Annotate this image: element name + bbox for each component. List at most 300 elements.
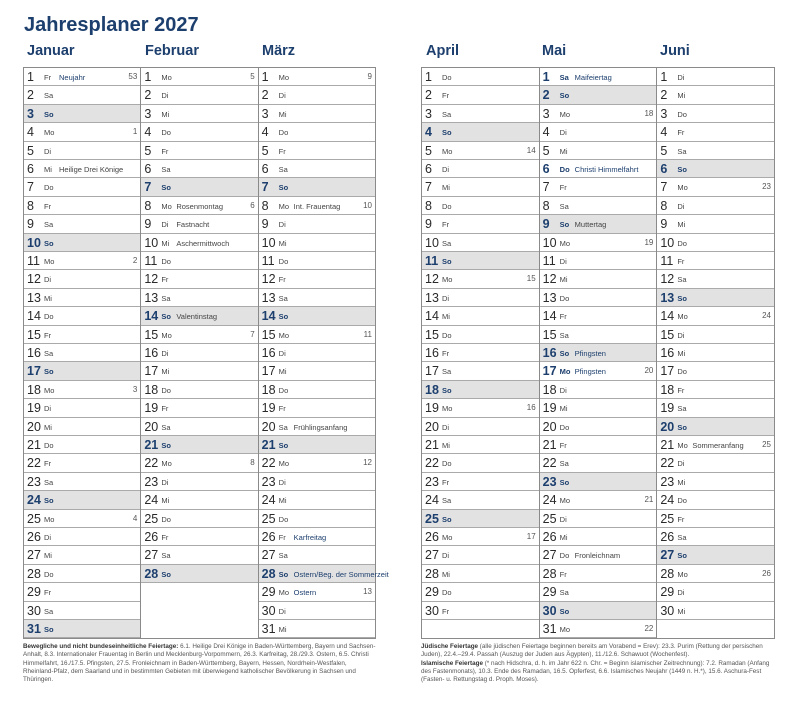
- day-cell: [540, 344, 657, 362]
- day-number: 26: [27, 530, 41, 544]
- day-number: 29: [542, 585, 557, 600]
- day-number: 18: [261, 382, 276, 397]
- weekday-label: Sa: [677, 146, 687, 156]
- weekday-label: Di: [278, 220, 286, 230]
- day-number: 24: [542, 493, 557, 508]
- day-cell: [540, 491, 657, 509]
- day-number: 28: [144, 566, 159, 581]
- day-cell: [657, 160, 774, 178]
- day-cell: [657, 381, 774, 399]
- weekday-label: Sa: [559, 588, 569, 598]
- weekday-label: So: [677, 293, 687, 303]
- day-number: 13: [425, 290, 439, 305]
- weekday-label: So: [559, 606, 570, 616]
- day-note: Muttertag: [574, 220, 607, 230]
- weekday-label: Fr: [677, 514, 685, 524]
- day-number: 26: [660, 530, 675, 544]
- calendar-grid-q2: [421, 67, 775, 639]
- day-number: 18: [660, 382, 675, 397]
- day-number: 18: [144, 382, 159, 397]
- day-number: 5: [261, 143, 269, 158]
- day-number: 15: [542, 327, 557, 342]
- weekday-label: Fr: [559, 441, 567, 450]
- day-number: 14: [27, 309, 41, 324]
- weekday-label: Fr: [161, 404, 169, 414]
- weekday-label: Sa: [44, 91, 54, 101]
- day-cell: [657, 362, 774, 380]
- day-number: 2: [261, 88, 269, 103]
- weekday-label: Mo: [559, 625, 571, 634]
- day-number: 7: [144, 180, 152, 195]
- weekday-label: Fr: [677, 385, 685, 395]
- weekday-label: Di: [278, 349, 286, 358]
- day-cell: [422, 178, 539, 196]
- weekday-label: Sa: [442, 109, 452, 119]
- day-number: 28: [27, 566, 41, 581]
- weekday-label: Mi: [677, 91, 686, 101]
- day-cell: [422, 252, 539, 270]
- weekday-label: Mi: [278, 367, 287, 377]
- day-note: Ostern: [293, 588, 317, 598]
- weekday-label: Mo: [161, 73, 172, 82]
- day-cell: [259, 123, 375, 141]
- day-cell: [24, 381, 140, 399]
- day-cell: [24, 234, 140, 252]
- day-cell: [141, 197, 257, 215]
- weekday-label: Mo: [442, 146, 453, 156]
- weekday-label: Sa: [442, 496, 452, 506]
- day-number: 4: [144, 125, 152, 140]
- day-cell: [657, 142, 774, 160]
- day-number: 23: [542, 474, 557, 489]
- weekday-label: Mi: [278, 625, 287, 634]
- day-cell: [540, 105, 657, 123]
- day-number: 23: [425, 474, 439, 489]
- weekday-label: Do: [278, 385, 289, 395]
- day-number: 17: [144, 364, 159, 379]
- day-number: 3: [144, 106, 152, 121]
- day-number: 6: [261, 162, 269, 176]
- week-number: 18: [644, 108, 654, 118]
- day-cell: [422, 546, 539, 564]
- day-number: 8: [660, 198, 668, 213]
- day-number: 3: [27, 106, 34, 121]
- day-cell: [24, 565, 140, 583]
- day-number: 18: [27, 382, 41, 397]
- day-number: 15: [660, 327, 675, 342]
- day-cell: [540, 602, 657, 620]
- weekday-label: Sa: [44, 606, 54, 616]
- weekday-label: Di: [44, 146, 52, 156]
- day-cell: [24, 142, 140, 160]
- weekday-label: Di: [442, 422, 450, 432]
- week-number: 11: [363, 329, 372, 339]
- day-cell: [540, 620, 657, 638]
- day-number: 17: [261, 364, 276, 379]
- day-number: 27: [542, 548, 557, 563]
- day-cell: [141, 362, 257, 380]
- weekday-label: Mo: [559, 496, 571, 506]
- day-cell: [259, 252, 375, 270]
- day-cell: [657, 344, 774, 362]
- day-number: 29: [27, 585, 41, 600]
- month-name-februar: Februar: [145, 43, 199, 59]
- day-cell: [259, 546, 375, 564]
- day-number: 26: [144, 530, 159, 544]
- day-cell: [540, 270, 657, 288]
- weekday-label: Do: [442, 459, 452, 469]
- day-number: 5: [660, 143, 668, 158]
- weekday-label: Mo: [559, 109, 571, 119]
- weekday-label: Mo: [278, 330, 290, 340]
- day-number: 6: [660, 162, 668, 176]
- weekday-label: Fr: [161, 533, 169, 542]
- weekday-label: Sa: [442, 367, 452, 377]
- day-cell: [24, 602, 140, 620]
- day-number: 9: [144, 217, 152, 232]
- day-number: 9: [27, 217, 34, 232]
- day-number: 20: [660, 419, 675, 434]
- day-number: 16: [27, 346, 41, 360]
- weekday-label: Do: [161, 514, 171, 524]
- weekday-label: Do: [161, 257, 171, 266]
- day-cell: [422, 215, 539, 233]
- day-number: 12: [261, 272, 276, 287]
- day-cell: [540, 197, 657, 215]
- weekday-label: Di: [442, 551, 450, 561]
- day-cell: [657, 454, 774, 472]
- day-cell: [657, 326, 774, 344]
- day-number: 1: [261, 70, 269, 84]
- day-number: 29: [425, 585, 439, 600]
- day-number: 19: [542, 401, 557, 416]
- day-number: 12: [144, 272, 159, 287]
- weekday-label: Sa: [559, 73, 569, 82]
- weekday-label: Do: [278, 514, 289, 524]
- day-cell: [540, 215, 657, 233]
- weekday-label: Mi: [677, 220, 686, 230]
- day-number: 9: [542, 217, 550, 232]
- week-number: 2: [132, 256, 138, 265]
- day-cell: [141, 252, 257, 270]
- day-cell: [422, 583, 539, 601]
- footnote-heading-jewish: Jüdische Feiertage: [421, 643, 479, 650]
- day-number: 29: [261, 585, 276, 600]
- weekday-label: Mi: [44, 551, 52, 561]
- month-name-april: April: [426, 43, 460, 59]
- day-cell: [24, 399, 140, 417]
- day-cell: [422, 344, 539, 362]
- day-cell: [422, 105, 539, 123]
- day-number: 23: [27, 474, 41, 489]
- day-cell: [259, 510, 375, 528]
- day-cell: [657, 602, 774, 620]
- weekday-label: Di: [677, 330, 685, 340]
- day-number: 20: [144, 419, 159, 434]
- day-cell: [259, 105, 375, 123]
- day-number: 13: [660, 290, 675, 305]
- day-cell: [657, 528, 774, 546]
- day-cell: [141, 326, 257, 344]
- weekday-label: Mo: [44, 128, 55, 138]
- weekday-label: So: [442, 385, 452, 395]
- day-cell: [657, 436, 774, 454]
- weekday-label: Mo: [278, 588, 290, 598]
- weekday-label: Mi: [278, 238, 287, 248]
- day-number: 3: [425, 106, 432, 121]
- weekday-label: Di: [442, 293, 450, 303]
- day-cell: [540, 123, 657, 141]
- weekday-label: Do: [559, 293, 570, 303]
- day-number: 11: [27, 254, 40, 268]
- weekday-label: So: [677, 551, 687, 561]
- weekday-label: Fr: [442, 349, 450, 358]
- day-cell: [422, 510, 539, 528]
- week-number: 24: [762, 311, 772, 321]
- day-number: 21: [660, 438, 675, 452]
- weekday-label: Di: [677, 459, 685, 469]
- day-number: 15: [261, 327, 276, 342]
- day-number: 28: [261, 566, 276, 581]
- day-number: 22: [425, 456, 439, 471]
- weekday-label: Mi: [278, 109, 287, 119]
- day-number: 28: [542, 566, 557, 581]
- day-cell: [657, 105, 774, 123]
- weekday-label: Fr: [442, 220, 450, 230]
- day-number: 23: [144, 474, 159, 489]
- footnote-religious-holidays: [421, 643, 777, 684]
- weekday-label: Di: [677, 588, 685, 598]
- weekday-label: Mi: [442, 183, 450, 193]
- week-number: 16: [526, 403, 536, 413]
- day-number: 16: [425, 346, 439, 360]
- day-number: 13: [27, 290, 41, 305]
- day-number: 15: [425, 327, 439, 342]
- day-number: 28: [660, 566, 675, 581]
- month-column: [259, 68, 389, 638]
- day-number: 14: [660, 309, 675, 324]
- day-number: 13: [261, 290, 276, 305]
- day-cell: [422, 86, 539, 104]
- day-cell: [422, 399, 539, 417]
- day-cell: [141, 289, 257, 307]
- day-number: 27: [27, 548, 41, 563]
- weekday-label: Do: [161, 128, 171, 138]
- day-cell: [24, 362, 140, 380]
- day-cell: [540, 362, 657, 380]
- day-number: 6: [144, 162, 152, 176]
- weekday-label: Fr: [677, 257, 685, 266]
- day-number: 25: [425, 511, 439, 526]
- day-number: 29: [660, 585, 675, 600]
- weekday-label: Mo: [677, 183, 688, 193]
- weekday-label: Di: [278, 477, 286, 487]
- weekday-label: Mo: [161, 201, 172, 211]
- weekday-label: Mo: [559, 367, 571, 377]
- weekday-label: Do: [559, 551, 570, 561]
- day-cell: [657, 473, 774, 491]
- day-number: 22: [660, 456, 675, 471]
- weekday-label: So: [278, 441, 289, 450]
- day-number: 24: [144, 493, 159, 508]
- day-cell: [657, 418, 774, 436]
- day-cell: [259, 565, 389, 583]
- weekday-label: Di: [677, 201, 685, 211]
- day-number: 30: [261, 603, 276, 618]
- day-number: 14: [144, 309, 159, 324]
- weekday-label: Mo: [44, 257, 55, 266]
- week-number: 14: [526, 145, 536, 155]
- day-cell: [540, 307, 657, 325]
- weekday-label: Fr: [44, 330, 52, 340]
- weekday-label: So: [559, 477, 570, 487]
- weekday-label: So: [44, 625, 54, 634]
- day-number: 11: [261, 254, 275, 268]
- day-number: 25: [660, 511, 675, 526]
- day-number: 4: [542, 125, 550, 140]
- week-number: 10: [363, 200, 372, 210]
- weekday-label: Sa: [559, 201, 569, 211]
- day-cell: [657, 178, 774, 196]
- day-number: 4: [660, 125, 668, 140]
- weekday-label: Mo: [161, 330, 172, 340]
- day-cell: [422, 123, 539, 141]
- day-cell: [657, 565, 774, 583]
- day-number: 10: [425, 235, 439, 250]
- day-number: 20: [27, 419, 41, 434]
- day-cell: [24, 436, 140, 454]
- day-cell: [259, 381, 375, 399]
- day-cell: [540, 399, 657, 417]
- day-cell: [540, 86, 657, 104]
- day-number: 5: [27, 143, 34, 158]
- day-cell: [540, 565, 657, 583]
- weekday-label: Do: [44, 569, 54, 579]
- day-number: 17: [425, 364, 439, 379]
- week-number: 9: [367, 72, 372, 81]
- day-number: 2: [660, 88, 668, 103]
- week-number: 12: [363, 458, 372, 468]
- week-number: 17: [526, 532, 536, 541]
- day-cell: [657, 510, 774, 528]
- weekday-label: Sa: [161, 293, 171, 303]
- day-number: 4: [425, 125, 432, 140]
- weekday-label: Di: [161, 477, 169, 487]
- weekday-label: Mi: [559, 404, 568, 414]
- day-cell: [540, 473, 657, 491]
- weekday-label: Di: [559, 514, 567, 524]
- weekday-label: Sa: [677, 533, 687, 542]
- weekday-label: Mi: [677, 477, 686, 487]
- day-number: 5: [542, 143, 550, 158]
- day-cell: [540, 436, 657, 454]
- day-number: 18: [542, 382, 557, 397]
- day-cell: [141, 436, 257, 454]
- day-number: 5: [425, 143, 432, 158]
- footnote-text-jewish: (alle jüdischen Feiertage beginnen bereits am Vorabend = Erev): 23.3. Purim (Rettung der persischen Juden), 22.4.–29.4. Passah (Auszug der Juden aus Ägypten), 11./12.6. Schawuot (Wochenfest).: [421, 643, 763, 659]
- day-cell: [259, 344, 375, 362]
- day-cell: [657, 270, 774, 288]
- day-cell: [259, 68, 375, 86]
- weekday-label: Mi: [559, 275, 568, 285]
- month-column: [422, 68, 540, 638]
- day-number: 7: [542, 180, 550, 195]
- month-column: [24, 68, 141, 638]
- week-number: 25: [762, 440, 772, 449]
- weekday-label: Do: [161, 385, 171, 395]
- day-number: 2: [27, 88, 34, 103]
- day-cell: [259, 454, 375, 472]
- day-cell: [259, 362, 375, 380]
- day-number: 7: [425, 180, 432, 195]
- weekday-label: Di: [44, 275, 52, 285]
- weekday-label: Do: [677, 109, 687, 119]
- day-cell: [422, 142, 539, 160]
- day-number: 18: [425, 382, 439, 397]
- weekday-label: Mi: [559, 146, 568, 156]
- day-cell: [259, 142, 375, 160]
- weekday-label: So: [44, 238, 54, 248]
- weekday-label: Do: [44, 441, 54, 450]
- day-number: 19: [27, 401, 41, 416]
- day-number: 12: [542, 272, 557, 287]
- weekday-label: Fr: [278, 533, 286, 542]
- day-number: 21: [144, 438, 159, 452]
- day-cell: [422, 270, 539, 288]
- weekday-label: So: [161, 312, 171, 322]
- day-note: Karfreitag: [293, 533, 327, 542]
- weekday-label: Do: [442, 330, 452, 340]
- day-number: 11: [542, 254, 556, 268]
- weekday-label: Fr: [161, 275, 169, 285]
- weekday-label: Do: [559, 422, 570, 432]
- weekday-label: Mi: [161, 109, 170, 119]
- weekday-label: So: [677, 422, 687, 432]
- weekday-label: Mi: [442, 312, 450, 322]
- day-cell: [24, 178, 140, 196]
- page-title: Jahresplaner 2027: [24, 14, 199, 36]
- day-cell: [141, 344, 257, 362]
- day-number: 1: [542, 70, 550, 84]
- day-cell: [24, 105, 140, 123]
- day-number: 8: [261, 198, 269, 213]
- day-number: 20: [542, 419, 557, 434]
- day-number: 26: [425, 530, 439, 544]
- weekday-label: Mi: [677, 349, 686, 358]
- week-number: 53: [128, 72, 138, 81]
- day-number: 25: [144, 511, 159, 526]
- weekday-label: Di: [161, 91, 169, 101]
- day-number: 19: [660, 401, 675, 416]
- weekday-label: Fr: [559, 183, 567, 193]
- day-number: 12: [27, 272, 41, 287]
- day-cell: [657, 583, 774, 601]
- weekday-label: Do: [559, 165, 570, 174]
- day-number: 8: [425, 198, 432, 213]
- day-cell: [422, 362, 539, 380]
- weekday-label: Do: [442, 588, 452, 598]
- day-number: 16: [660, 346, 675, 360]
- weekday-label: Di: [278, 91, 286, 101]
- day-number: 16: [261, 346, 276, 360]
- day-note: Heilige Drei Könige: [59, 165, 124, 174]
- day-number: 24: [27, 493, 41, 508]
- footnote-text: 6.1. Heilige Drei Könige in Baden-Württemberg, Bayern und Sachsen-Anhalt, 8.3. Internationaler Frauentag in Berlin und Mecklenburg-Vorpommern, 26.3. Karfreitag, 28./29.3. Ostern, 6.5. Christi Himmelfahrt, 16./17.5. Pfingsten, 27.5. Fronleichnam in Baden-Württemberg, Bayern, Hessen, Nordrhein-Westfalen, Rheinland-Pfalz, dem Saarland und in bestimmten Gebieten mit überwiegend katholischer Bevölkerung in Sachsen und Thüringen.: [23, 643, 376, 684]
- day-number: 23: [261, 474, 276, 489]
- footnote-heading-islamic: Islamische Feiertage: [421, 659, 483, 667]
- day-cell: [141, 528, 257, 546]
- weekday-label: Do: [677, 367, 687, 377]
